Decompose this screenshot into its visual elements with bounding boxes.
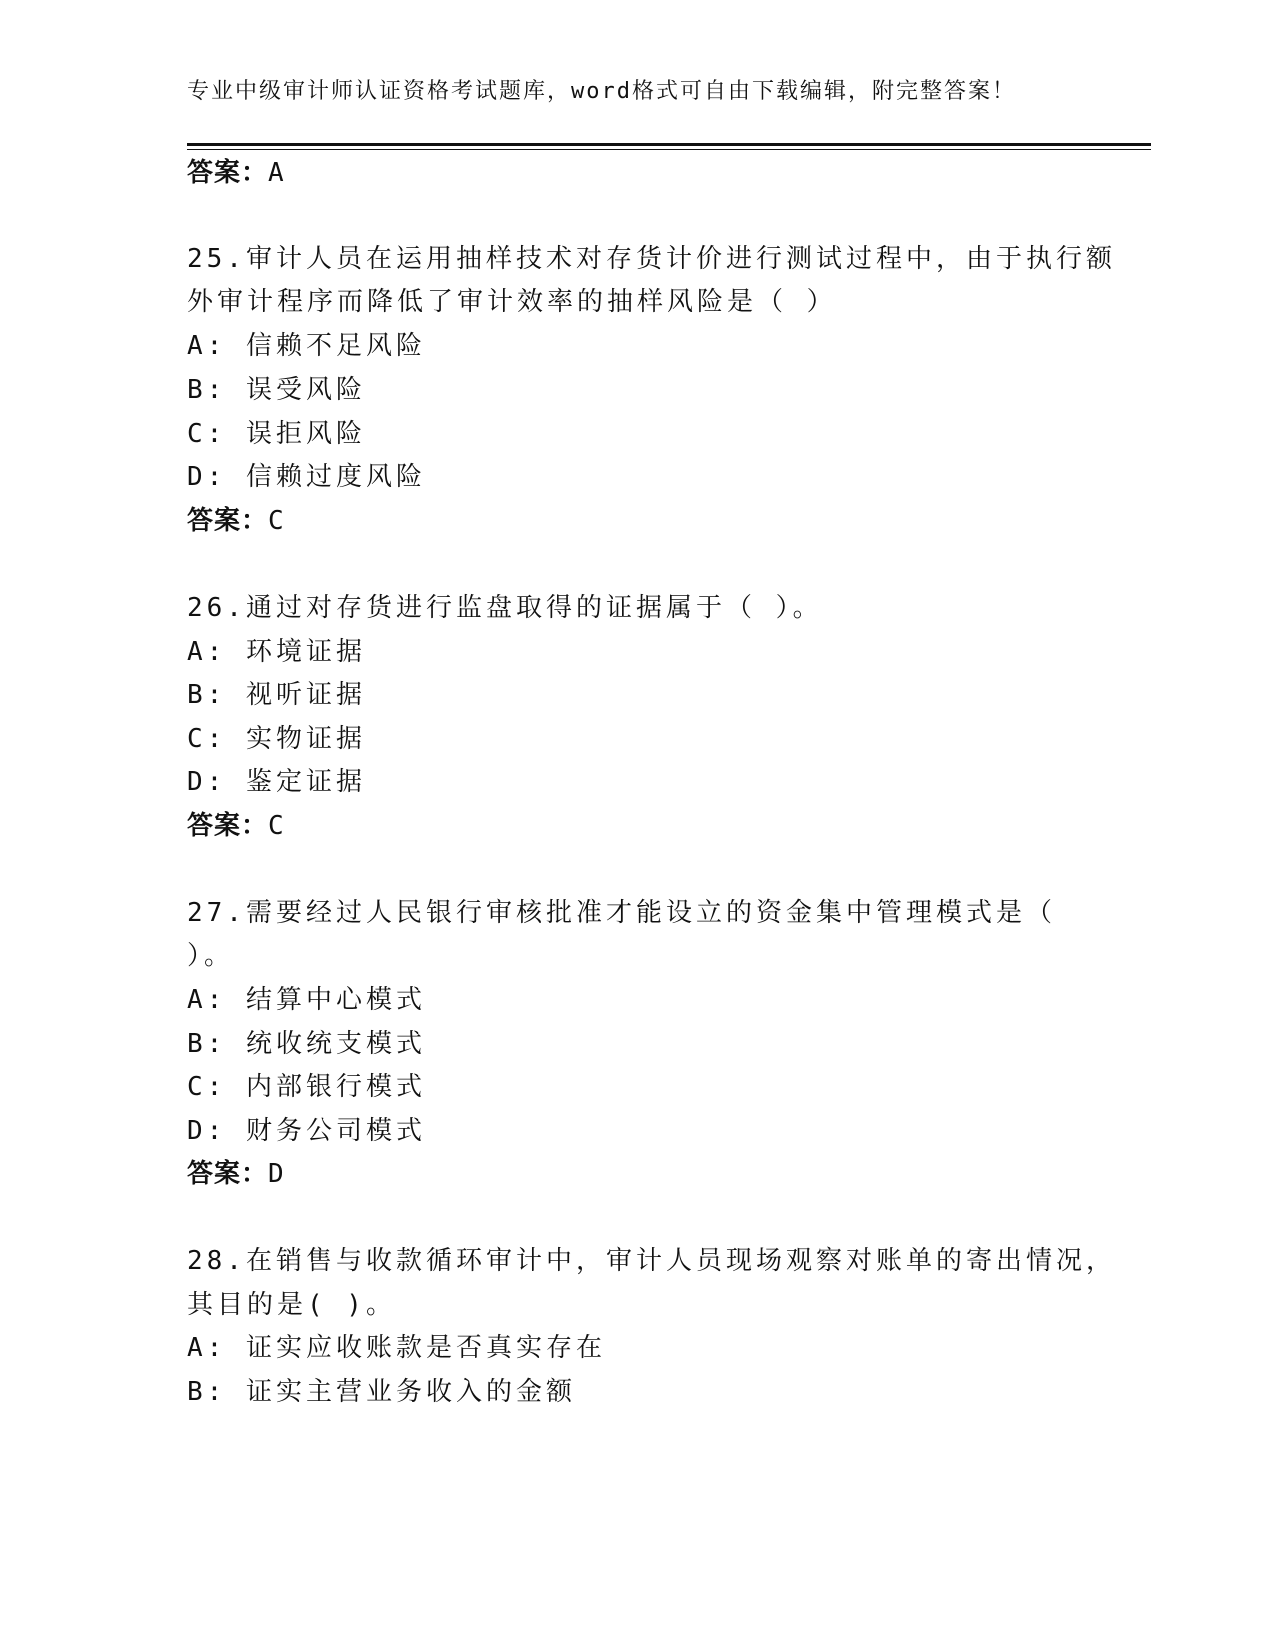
header-rule-thin [187, 149, 1151, 150]
answer-value: D [268, 1159, 285, 1189]
option-c: C: 内部银行模式 [187, 1072, 426, 1102]
option-c: C: 实物证据 [187, 724, 366, 754]
answer-line [187, 505, 285, 537]
answer-label: 答案： [187, 158, 269, 188]
option-c: C: 误拒风险 [187, 419, 366, 449]
option-a: A: 环境证据 [187, 637, 366, 667]
question-stem: 27.需要经过人民银行审核批准才能设立的资金集中管理模式是（ [187, 898, 1056, 928]
answer-label: 答案： [187, 506, 269, 536]
question-stem: ）。 [187, 941, 235, 971]
option-a: A: 结算中心模式 [187, 985, 426, 1015]
option-b: B: 视听证据 [187, 680, 366, 710]
question-stem: 外审计程序而降低了审计效率的抽样风险是（ ） [187, 287, 837, 317]
answer-line [187, 810, 285, 842]
option-b: B: 证实主营业务收入的金额 [187, 1377, 576, 1407]
option-b: B: 统收统支模式 [187, 1029, 426, 1059]
option-d: D: 财务公司模式 [187, 1116, 426, 1146]
option-a: A: 证实应收账款是否真实存在 [187, 1333, 606, 1363]
answer-label: 答案： [187, 811, 269, 841]
answer-line [187, 157, 285, 189]
question-stem: 26.通过对存货进行监盘取得的证据属于（ ）。 [187, 593, 823, 623]
header-rule-thick [187, 143, 1151, 146]
answer-value: A [268, 158, 285, 188]
answer-label: 答案： [187, 1159, 269, 1189]
option-b: B: 误受风险 [187, 375, 366, 405]
option-a: A: 信赖不足风险 [187, 331, 426, 361]
page-header: 专业中级审计师认证资格考试题库，word格式可自由下载编辑，附完整答案！ [187, 79, 1016, 104]
answer-value: C [268, 811, 285, 841]
question-stem: 其目的是( )。 [187, 1290, 396, 1320]
question-stem: 28.在销售与收款循环审计中，审计人员现场观察对账单的寄出情况， [187, 1246, 1116, 1276]
answer-value: C [268, 506, 285, 536]
question-stem: 25.审计人员在运用抽样技术对存货计价进行测试过程中，由于执行额 [187, 244, 1116, 274]
option-d: D: 鉴定证据 [187, 767, 366, 797]
option-d: D: 信赖过度风险 [187, 462, 426, 492]
answer-line [187, 1158, 285, 1190]
